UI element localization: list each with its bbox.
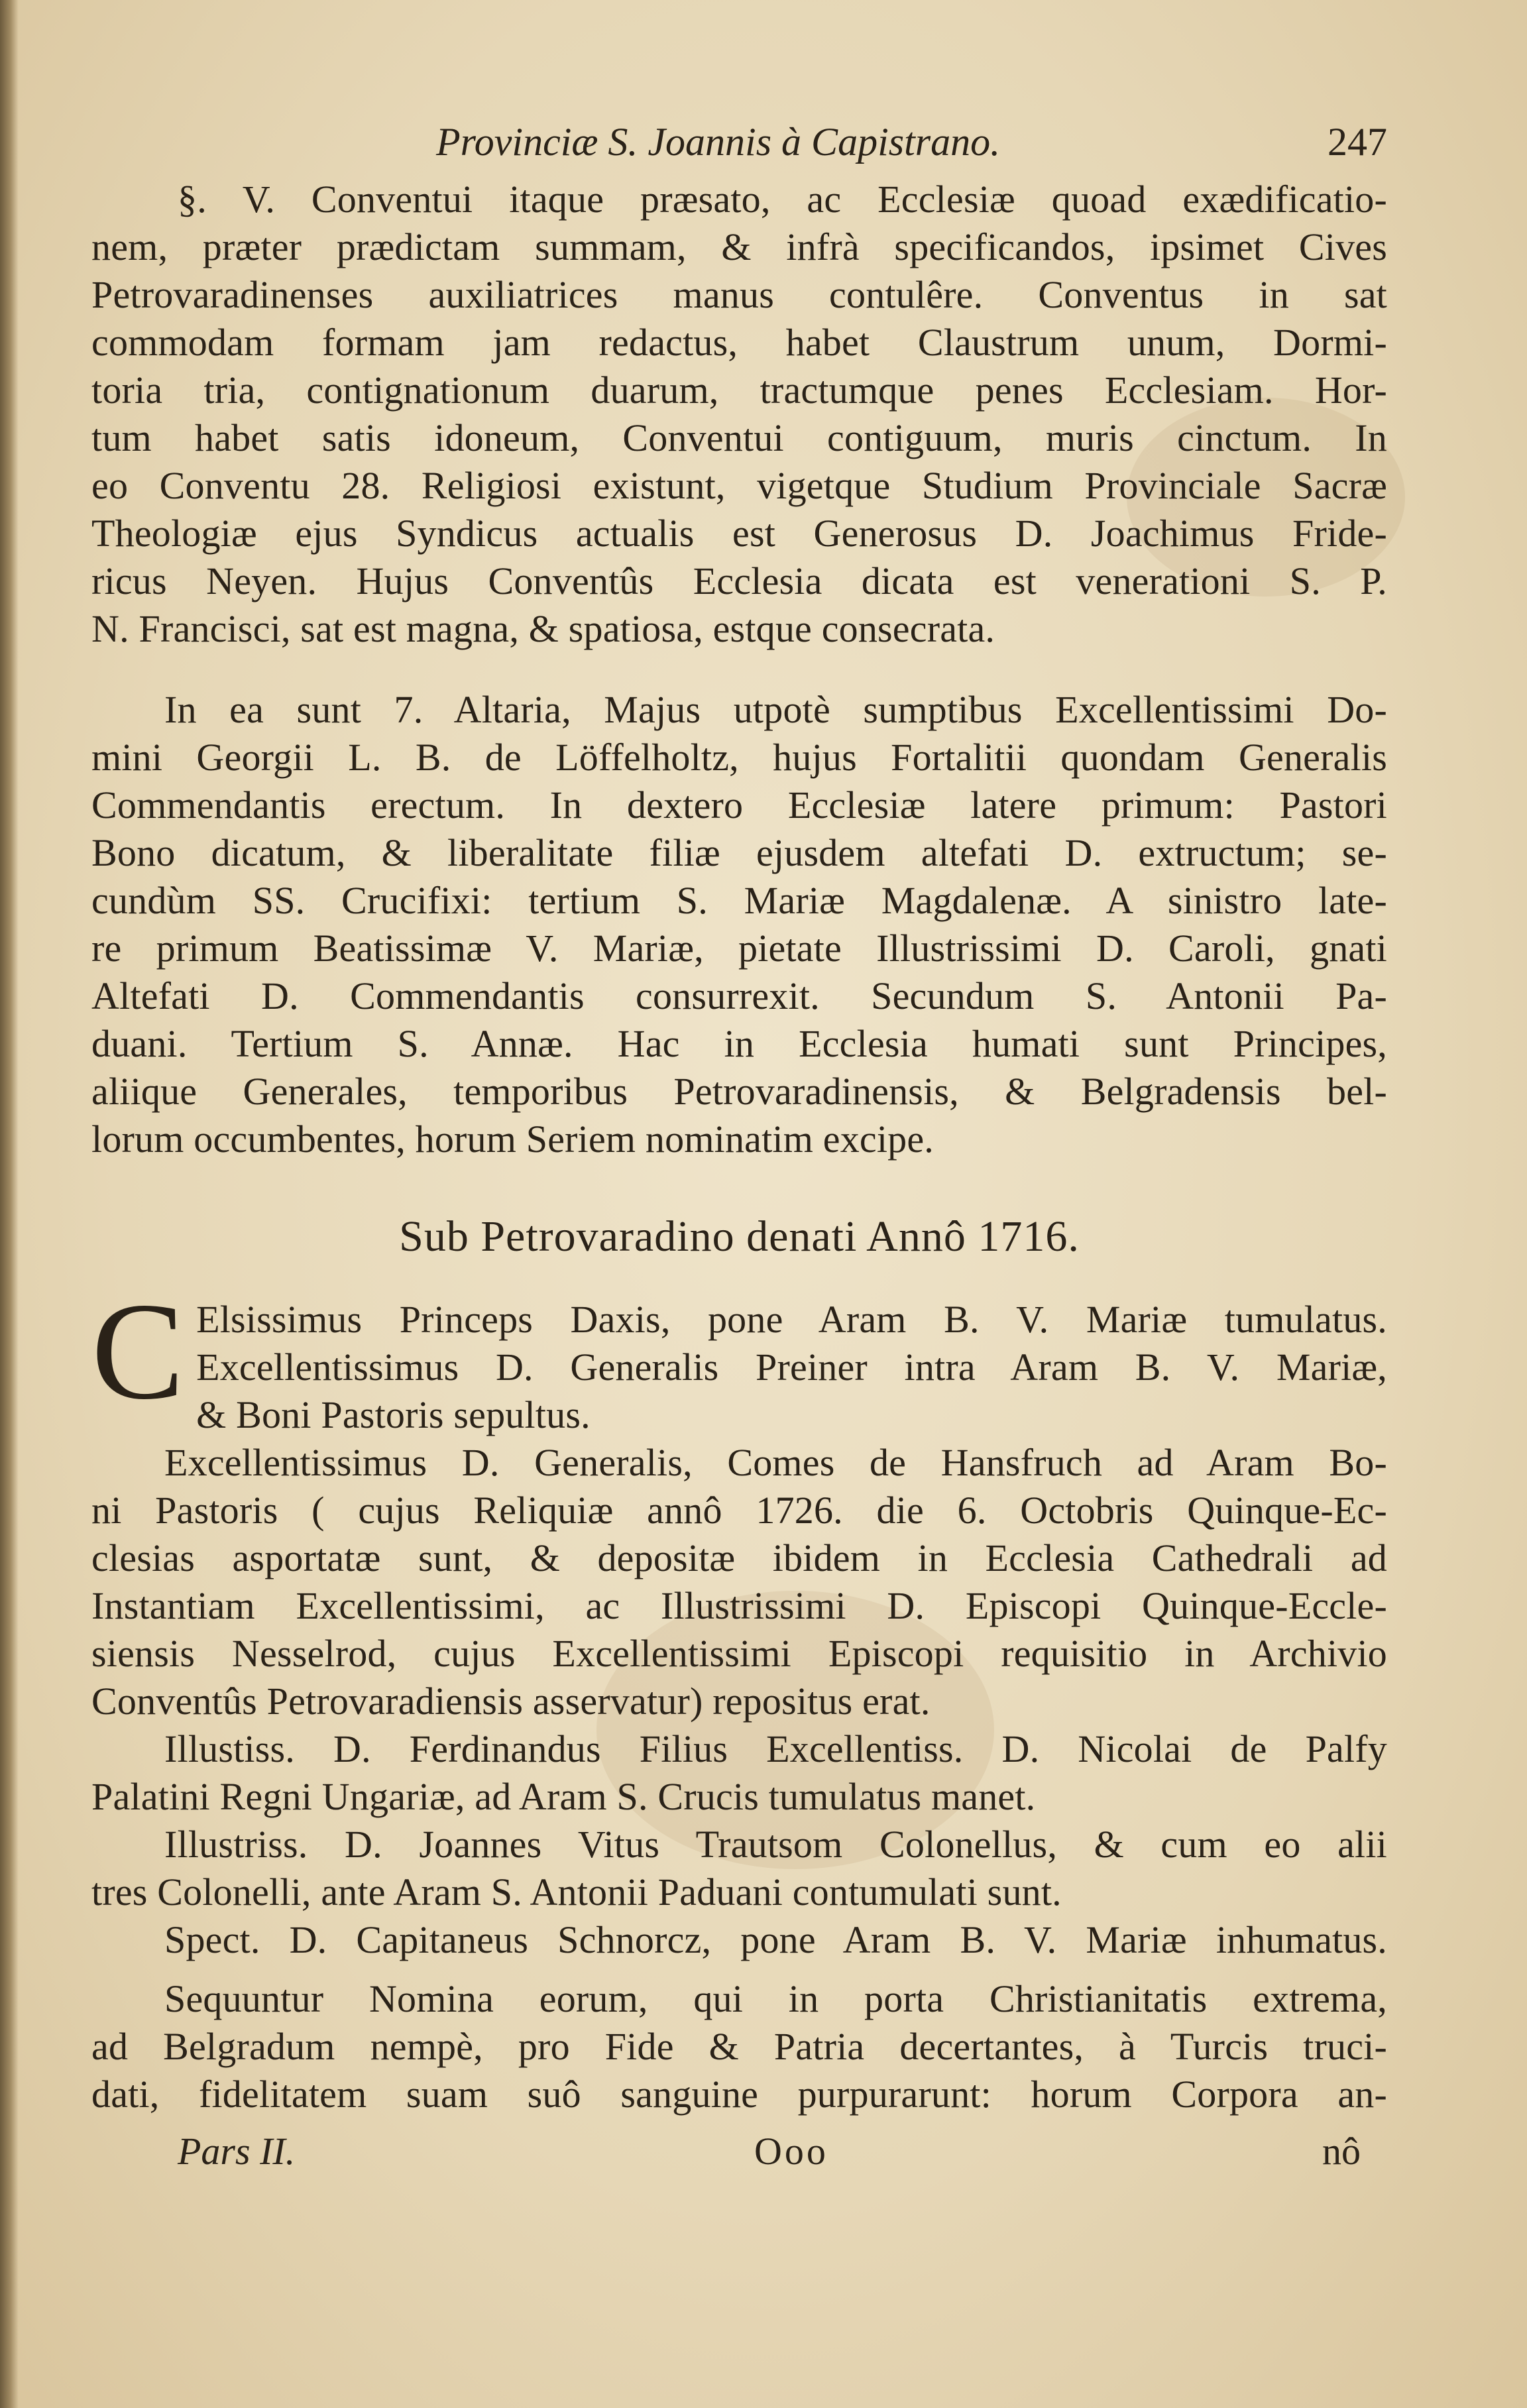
- text-line: Illustiss. D. Ferdinandus Filius Excellentiss. D. Nicolai de Palfy: [164, 1727, 1387, 1770]
- text-line: mini Georgii L. B. de Löffelholtz, hujus Fortalitii quondam Generalis: [91, 736, 1387, 779]
- text-line: eo Conventu 28. Religiosi existunt, vigetque Studium Provinciale Sacræ: [91, 464, 1387, 507]
- section-heading: Sub Petrovaradino denati Annô 1716.: [399, 1212, 1080, 1261]
- text-line: §. V. Conventui itaque præsato, ac Ecclesiæ quoad exædificatio-: [178, 178, 1387, 221]
- drop-cap: C: [91, 1275, 185, 1428]
- text-line: Palatini Regni Ungariæ, ad Aram S. Crucis tumulatus manet.: [91, 1775, 1036, 1818]
- text-line: & Boni Pastoris sepultus.: [196, 1393, 591, 1436]
- text-line: Sequuntur Nomina eorum, qui in porta Christianitatis extrema,: [164, 1977, 1387, 2020]
- paragraph-belgrade: [91, 1975, 1387, 2118]
- text-line: tres Colonelli, ante Aram S. Antonii Paduani contumulati sunt.: [91, 1870, 1062, 1914]
- running-head-title: Provinciæ S. Joannis à Capistrano.: [436, 120, 1001, 164]
- part-label: Pars II.: [178, 2130, 296, 2173]
- paragraph-burials: [91, 1275, 1387, 1964]
- text-line: In ea sunt 7. Altaria, Majus utpotè sumptibus Excellentissimi Do-: [164, 688, 1387, 731]
- text-line: toria tria, contignationum duarum, tractumque penes Ecclesiam. Hor-: [91, 369, 1387, 412]
- running-head: [91, 119, 1387, 172]
- text-line: re primum Beatissimæ V. Mariæ, pietate Illustrissimi D. Caroli, gnati: [91, 927, 1387, 970]
- text-line: Theologiæ ejus Syndicus actualis est Generosus D. Joachimus Fride-: [91, 512, 1387, 555]
- catchword: nô: [1322, 2130, 1361, 2173]
- text-line: Excellentissimus D. Generalis Preiner intra Aram B. V. Mariæ,: [196, 1346, 1387, 1389]
- page-gutter-shadow: [0, 0, 19, 2408]
- page-number: 247: [1328, 120, 1387, 164]
- text-line: dati, fidelitatem suam suô sanguine purpurarunt: horum Corpora an-: [91, 2073, 1387, 2116]
- text-line: lorum occumbentes, horum Seriem nominatim excipe.: [91, 1118, 934, 1161]
- text-line: aliique Generales, temporibus Petrovaradinensis, & Belgradensis bel-: [91, 1070, 1387, 1113]
- text-line: tum habet satis idoneum, Conventui contiguum, muris cinctum. In: [91, 416, 1387, 459]
- text-line: duani. Tertium S. Annæ. Hac in Ecclesia humati sunt Principes,: [91, 1022, 1387, 1065]
- text-line: cundùm SS. Crucifixi: tertium S. Mariæ Magdalenæ. A sinistro late-: [91, 879, 1387, 922]
- text-line: Petrovaradinenses auxiliatrices manus contulêre. Conventus in sat: [91, 273, 1387, 316]
- text-line: nem, præter prædictam summam, & infrà specificandos, ipsimet Cives: [91, 225, 1387, 268]
- text-line: Excellentissimus D. Generalis, Comes de Hansfruch ad Aram Bo-: [164, 1441, 1387, 1484]
- paragraph-altars: [91, 686, 1387, 1163]
- text-line: ad Belgradum nempè, pro Fide & Patria decertantes, à Turcis truci-: [91, 2025, 1387, 2068]
- text-line: ricus Neyen. Hujus Conventûs Ecclesia dicata est venerationi S. P.: [91, 559, 1387, 602]
- text-line: N. Francisci, sat est magna, & spatiosa, estque consecrata.: [91, 607, 995, 650]
- text-line: commodam formam jam redactus, habet Claustrum unum, Dormi-: [91, 321, 1387, 364]
- text-line: Illustriss. D. Joannes Vitus Trautsom Colonellus, & cum eo alii: [164, 1823, 1387, 1866]
- text-line: Elsissimus Princeps Daxis, pone Aram B. V. Mariæ tumulatus.: [196, 1298, 1387, 1341]
- page-footer: [91, 2129, 1387, 2182]
- text-line: Commendantis erectum. In dextero Ecclesiæ latere primum: Pastori: [91, 783, 1387, 827]
- paragraph-section-v: [91, 176, 1387, 653]
- text-line: Instantiam Excellentissimi, ac Illustrissimi D. Episcopi Quinque-Eccle-: [91, 1584, 1387, 1627]
- text-line: siensis Nesselrod, cujus Excellentissimi Episcopi requisitio in Archivio: [91, 1632, 1387, 1675]
- text-line: Altefati D. Commendantis consurrexit. Secundum S. Antonii Pa-: [91, 974, 1387, 1017]
- text-line: clesias asportatæ sunt, & depositæ ibidem in Ecclesia Cathedrali ad: [91, 1536, 1387, 1579]
- signature-mark: Ooo: [754, 2130, 828, 2173]
- text-line: ni Pastoris ( cujus Reliquiæ annô 1726. die 6. Octobris Quinque-Ec-: [91, 1489, 1387, 1532]
- text-line: Bono dicatum, & liberalitate filiæ ejusdem altefati D. extructum; se-: [91, 831, 1387, 874]
- text-line: Conventûs Petrovaradiensis asservatur) repositus erat.: [91, 1680, 931, 1723]
- text-line: Spect. D. Capitaneus Schnorcz, pone Aram B. V. Mariæ inhumatus.: [164, 1918, 1387, 1961]
